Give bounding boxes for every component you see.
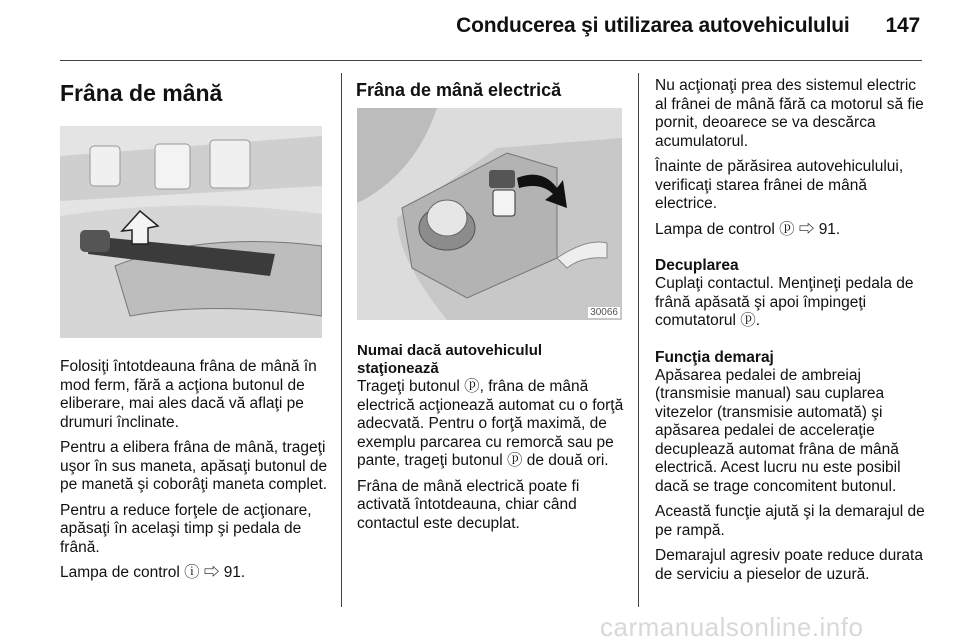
paragraph: Lampa de control ⓘ ⇨ 91. bbox=[60, 564, 246, 581]
header-title: Conducerea şi utilizarea autovehiculului bbox=[456, 14, 850, 37]
paragraph: Înainte de părăsirea autovehiculului, verificaţi starea frânei de mână electrice. bbox=[655, 158, 904, 212]
handbrake-illustration bbox=[60, 126, 322, 338]
electric-handbrake-illustration bbox=[357, 108, 622, 320]
column-divider bbox=[638, 73, 639, 607]
paragraph: Trageţi butonul ⓟ, frâna de mână electrică acţionează automat cu o forţă adecvată. Pentru o forţă maximă, de exemplu parcarea cu remorcă sau pe pante, trageţi butonul ⓟ de două ori. bbox=[357, 378, 624, 469]
section-heading-electric-handbrake: Frâna de mână electrică bbox=[356, 80, 562, 100]
col1-body bbox=[60, 358, 328, 590]
paragraph: Această funcţie ajută şi la demarajul de pe rampă. bbox=[655, 503, 925, 539]
header-rule bbox=[60, 60, 922, 61]
watermark: carmanualsonline.info bbox=[600, 612, 864, 642]
col3-body bbox=[655, 77, 927, 591]
paragraph: Pentru a elibera frâna de mână, trageţi uşor în sus maneta, apăsaţi butonul de pe manetă şi coborâţi maneta complet. bbox=[60, 439, 328, 493]
column-divider bbox=[341, 73, 342, 607]
page-header bbox=[456, 14, 920, 38]
image-reference-number: 30066 bbox=[590, 307, 618, 318]
page-number: 147 bbox=[885, 14, 920, 37]
paragraph: Pentru a reduce forţele de acţionare, apăsaţi în acelaşi timp şi pedala de frână. bbox=[60, 501, 312, 556]
paragraph: Folosiţi întotdeauna frâna de mână în mod ferm, fără a acţiona butonul de eliberare, mai ales dacă vă aflaţi pe drumuri înclinate. bbox=[60, 358, 317, 431]
paragraph: Demarajul agresiv poate reduce durata de serviciu a pieselor de uzură. bbox=[655, 547, 923, 583]
paragraph: Apăsarea pedalei de ambreiaj (transmisie manual) sau cuplarea vitezelor (transmisie automată) şi apăsarea pedalei de acceleraţie decuplează automat frâna de mână electrică. Acest lucru nu este posibil dacă se trage concomitent butonul. bbox=[655, 366, 901, 495]
subheading-stationary: Numai dacă autovehiculul staţionează bbox=[357, 342, 543, 377]
paragraph: Cuplaţi contactul. Menţineţi pedala de frână apăsată şi apoi împingeţi comutatorul ⓟ. bbox=[655, 275, 914, 329]
section-heading-handbrake: Frâna de mână bbox=[60, 80, 223, 106]
subheading-release: Decuplarea bbox=[655, 257, 739, 274]
col2-body bbox=[357, 378, 625, 540]
paragraph: Nu acţionaţi prea des sistemul electric al frânei de mână fără ca motorul să fie pornit, deoarece se va descărca acumulatorul. bbox=[655, 77, 924, 150]
subheading-drive-away: Funcţia demaraj bbox=[655, 348, 774, 366]
paragraph: Frâna de mână electrică poate fi activată întotdeauna, chiar când contactul este decuplat. bbox=[357, 477, 580, 532]
paragraph: Lampa de control ⓟ ⇨ 91. bbox=[655, 220, 841, 238]
